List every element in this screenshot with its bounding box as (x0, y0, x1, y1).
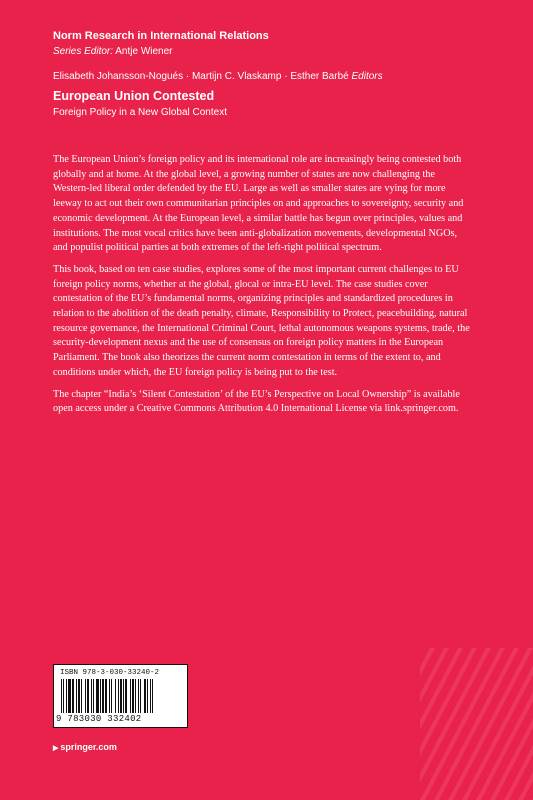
barcode-bar (61, 679, 62, 713)
barcode-bar (105, 679, 107, 713)
barcode-bar (76, 679, 77, 713)
barcode-bar (102, 679, 104, 713)
publisher-logo-text: springer.com (60, 742, 117, 752)
barcode-bar (78, 679, 80, 713)
barcode-bar (68, 679, 71, 713)
isbn-text: ISBN 978-3-030-33240-2 (60, 669, 160, 677)
barcode-bar (100, 679, 101, 713)
barcode-bar (123, 679, 124, 713)
triangle-right-icon: ▶ (53, 745, 59, 752)
blurb-paragraph: The European Union’s foreign policy and its international role are increasingly being contested both globally and at home. At the global level, a growing number of states are now challenging the Western-led liberal order defended by the EU. Large as well as smaller states are vying for more leeway to act out their own communitarian principles on and approaches to sovereignty, security and economic development. At the European level, a similar battle has begun over principles, values and institutions. The most vocal critics have been anti-globalization movements, developmental NGOs, and populist political parties at both extremes of the left-right political spectrum. (53, 154, 464, 254)
barcode-bar (130, 679, 131, 713)
barcode-bar (63, 679, 64, 713)
diagonal-stripes-decoration (420, 648, 533, 800)
cover-header (53, 29, 383, 120)
stripe (490, 648, 533, 800)
barcode-bar (109, 679, 110, 713)
barcode-bar (81, 679, 82, 713)
barcode-bar (132, 679, 134, 713)
series-title: Norm Research in International Relations (53, 30, 269, 42)
barcode-bar (85, 679, 86, 713)
barcode-bar (135, 679, 136, 713)
barcode-bar (138, 679, 139, 713)
barcode-bar (152, 679, 153, 713)
publisher-logo (53, 742, 117, 752)
stripe (420, 648, 491, 800)
barcode-bar (120, 679, 122, 713)
barcode-digits: 9 783030 332402 (56, 714, 142, 724)
blurb (53, 153, 473, 424)
barcode-bar (96, 679, 99, 713)
barcode-bar (111, 679, 112, 713)
barcode-bar (118, 679, 119, 713)
barcode-bar (150, 679, 151, 713)
barcode-bar (91, 679, 92, 713)
barcode-bar (66, 679, 67, 713)
isbn-barcode (53, 664, 188, 728)
book-subtitle: Foreign Policy in a New Global Context (53, 107, 227, 118)
stripe (462, 648, 533, 800)
barcode-bar (93, 679, 94, 713)
barcode-bar (72, 679, 74, 713)
series-editor-name: Antje Wiener (115, 46, 173, 57)
series-editor-line (53, 45, 383, 59)
blurb-paragraph: This book, based on ten case studies, explores some of the most important current challenges to EU foreign policy norms, whether at the global, glocal or intra-EU level. The case studies cover contestation of the EU’s fundamental norms, organizing principles and standardized procedures in relation to the abolition of the death penalty, climate, Responsibility to Protect, peacebuilding, natural resource governance, the International Criminal Court, lethal autonomous weapons systems, trade, the security-development nexus and the use of consensus on foreign policy matters in the European Parliament. The book also theorizes the current norm contestation in terms of the extent to, and conditions under which, the EU foreign policy is being put to the test. (53, 263, 470, 378)
series-editor-label: Series Editor: (53, 46, 114, 57)
barcode-bar (125, 679, 127, 713)
barcode-bar (144, 679, 146, 713)
barcode-bars (61, 679, 181, 713)
book-editors-line (53, 70, 383, 84)
barcode-bar (87, 679, 89, 713)
book-editors: Elisabeth Johansson-Nogués · Martijn C. Vlaskamp · Esther Barbé (53, 71, 349, 82)
barcode-bar (115, 679, 116, 713)
book-editors-role: Editors (351, 71, 383, 82)
barcode-bar (140, 679, 141, 713)
book-title: European Union Contested (53, 89, 215, 103)
blurb-paragraph: The chapter “India’s ‘Silent Contestation’ of the EU’s Perspective on Local Ownership” is available open access under a Creative Commons Attribution 4.0 International License via link.springer.com. (53, 388, 460, 415)
barcode-bar (147, 679, 148, 713)
stripe (420, 648, 463, 800)
